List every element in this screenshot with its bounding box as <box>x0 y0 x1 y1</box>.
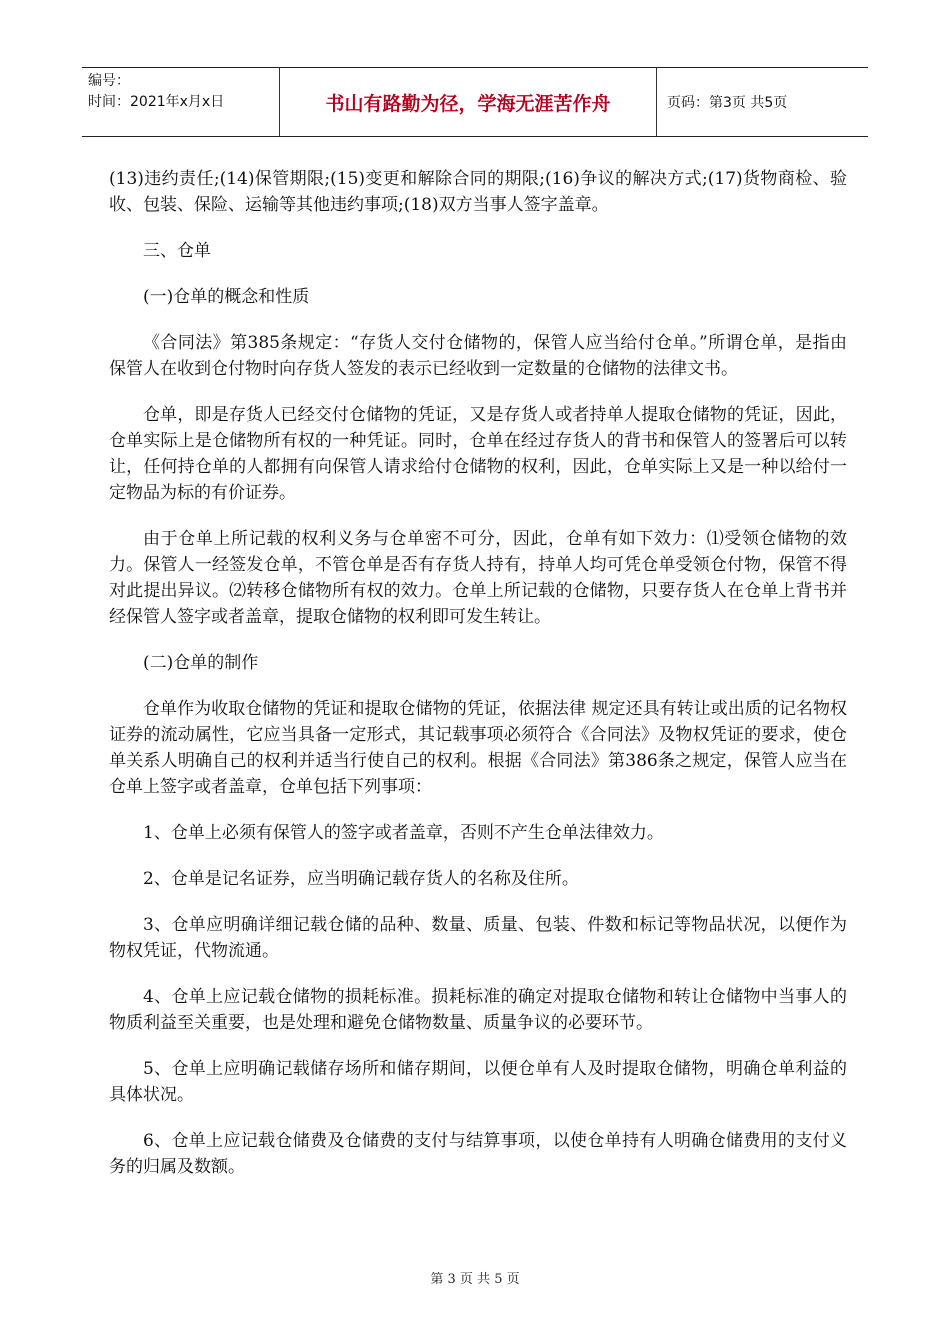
header-page-info: 页码：第3页 共5页 <box>667 95 788 111</box>
paragraph: 仓单作为收取仓储物的凭证和提取仓储物的凭证，依据法律 规定还具有转让或出质的记名物权证券的流动属性，它应当具备一定形式，其记载事项必须符合《合同法》及物权凭证的要求，使仓单关系人明确自己的权利并适当行使自己的权利。根据《合同法》第386条之规定，保管人应当在仓单上签字或者盖章，仓单包括下列事项： <box>109 699 847 797</box>
paragraph: (13)违约责任;(14)保管期限;(15)变更和解除合同的期限;(16)争议的解决方式;(17)货物商检、验收、包装、保险、运输等其他违约事项;(18)双方当事人签字盖章。 <box>109 169 847 215</box>
page-header <box>82 67 868 137</box>
paragraph: 《合同法》第385条规定：“存货人交付仓储物的，保管人应当给付仓单。”所谓仓单，是指由保管人在收到仓付物时向存货人签发的表示已经收到一定数量的仓储物的法律文书。 <box>109 333 847 379</box>
paragraph: 6、仓单上应记载仓储费及仓储费的支付与结算事项，以使仓单持有人明确仓储费用的支付义务的归属及数额。 <box>109 1131 847 1177</box>
paragraph: (一)仓单的概念和性质 <box>143 287 310 307</box>
header-motto: 书山有路勤为径，学海无涯苦作舟 <box>280 68 657 136</box>
paragraph: 三、仓单 <box>143 241 211 261</box>
paragraph: 1、仓单上必须有保管人的签字或者盖章，否则不产生仓单法律效力。 <box>143 823 664 843</box>
paragraph: 5、仓单上应明确记载储存场所和储存期间，以便仓单有人及时提取仓储物，明确仓单利益的具体状况。 <box>109 1059 847 1105</box>
document-date: 时间：2021年x月x日 <box>88 94 225 110</box>
paragraph: (二)仓单的制作 <box>143 653 259 673</box>
paragraph: 由于仓单上所记载的权利义务与仓单密不可分，因此，仓单有如下效力：⑴受领仓储物的效力。保管人一经签发仓单，不管仓单是否有存货人持有，持单人均可凭仓单受领仓付物，保管不得对此提出异议。⑵转移仓储物所有权的效力。仓单上所记载的仓储物，只要存货人在仓单上背书并经保管人签字或者盖章，提取仓储物的权利即可发生转让。 <box>109 529 847 627</box>
paragraph: 3、仓单应明确详细记载仓储的品种、数量、质量、包装、件数和标记等物品状况，以便作为物权凭证，代物流通。 <box>109 915 847 961</box>
page-footer: 第 3 页 共 5 页 <box>430 1272 520 1287</box>
document-body <box>109 166 847 1180</box>
header-meta <box>82 68 280 136</box>
paragraph: 仓单，即是存货人已经交付仓储物的凭证，又是存货人或者持单人提取仓储物的凭证，因此，仓单实际上是仓储物所有权的一种凭证。同时，仓单在经过存货人的背书和保管人的签署后可以转让，任何持仓单的人都拥有向保管人请求给付仓储物的权利，因此，仓单实际上又是一种以给付一定物品为标的有价证券。 <box>109 405 847 503</box>
document-number-label: 编号： <box>88 73 130 89</box>
paragraph: 2、仓单是记名证券，应当明确记载存货人的名称及住所。 <box>143 869 579 889</box>
paragraph: 4、仓单上应记载仓储物的损耗标准。损耗标准的确定对提取仓储物和转让仓储物中当事人的物质利益至关重要，也是处理和避免仓储物数量、质量争议的必要环节。 <box>109 987 847 1033</box>
